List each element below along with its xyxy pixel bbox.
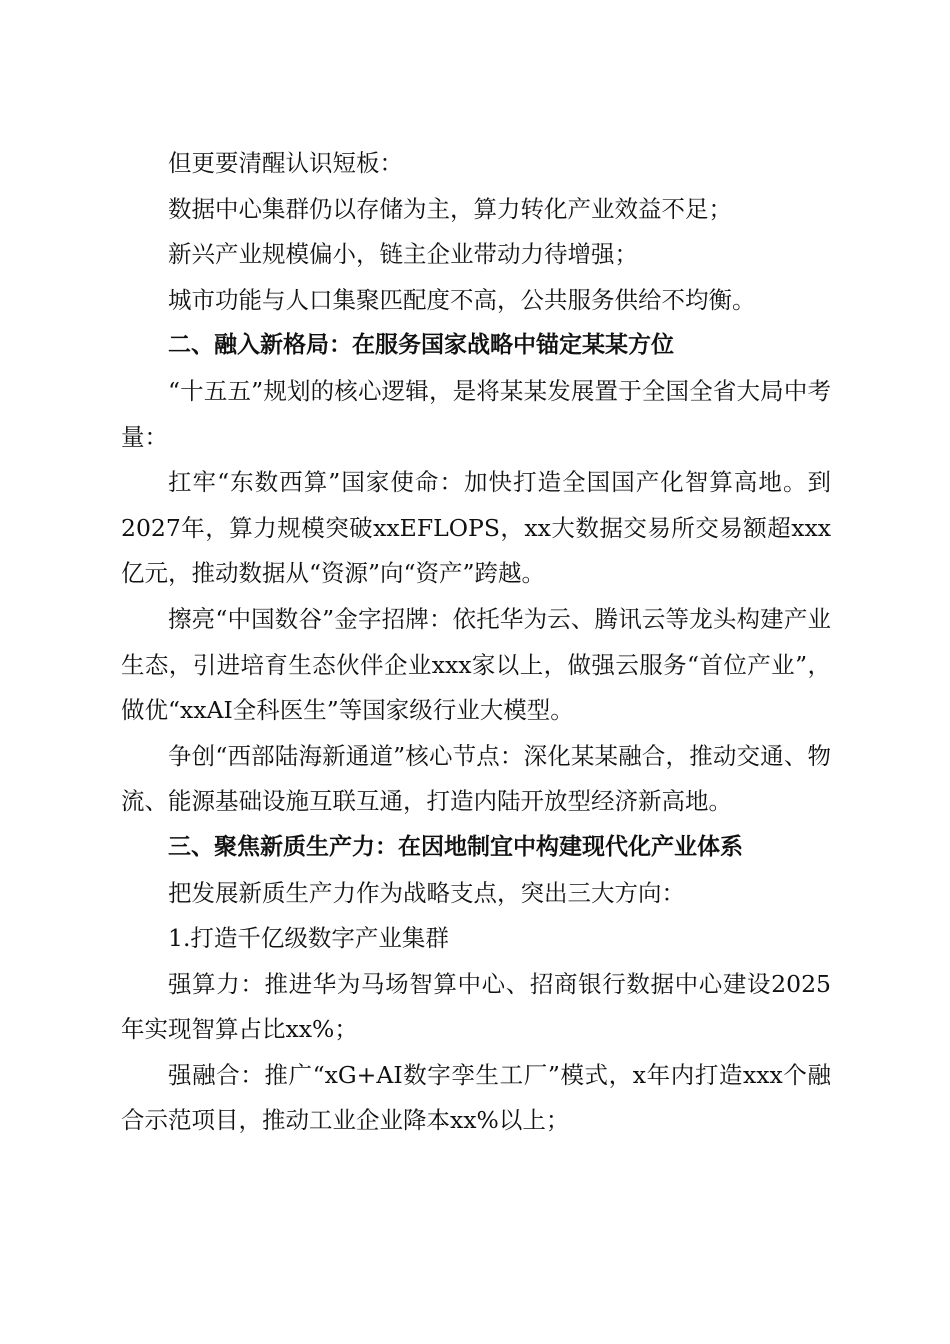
paragraph-city-function: 城市功能与人口集聚匹配度不高，公共服务供给不均衡。 xyxy=(168,285,756,314)
paragraph-east-data-west-compute: 扛牢“东数西算”国家使命：加快打造全国国产化智算高地。到2027年，算力规模突破xxEFLOPS，xx大数据交易所交易额超xxx亿元，推动数据从“资源”向“资产”跨越。 xyxy=(121,468,831,588)
section-heading-2: 二、融入新格局：在服务国家战略中锚定某某方位 xyxy=(168,332,674,359)
paragraph-data-center: 数据中心集群仍以存储为主，算力转化产业效益不足； xyxy=(168,194,732,223)
paragraph-plan-logic: “十五五”规划的核心逻辑，是将某某发展置于全国全省大局中考量： xyxy=(121,376,831,451)
paragraph-shortcomings-intro: 但更要清醒认识短板： xyxy=(168,149,403,177)
paragraph-digital-cluster-title: 1.打造千亿级数字产业集群 xyxy=(168,924,449,953)
paragraph-integration: 强融合：推广“xG+AI数字孪生工厂”模式，x年内打造xxx个融合示范项目，推动工业企业降本xx%以上； xyxy=(121,1060,831,1135)
paragraph-china-data-valley: 擦亮“中国数谷”金字招牌：依托华为云、腾讯云等龙头构建产业生态，引进培育生态伙伴企业xxx家以上，做强云服务“首位产业”，做优“xxAI全科医生”等国家级行业大模型。 xyxy=(121,604,831,725)
paragraph-new-productivity: 把发展新质生产力作为战略支点，突出三大方向： xyxy=(168,878,685,907)
paragraph-land-sea-corridor: 争创“西部陆海新通道”核心节点：深化某某融合，推动交通、物流、能源基础设施互联互通，打造内陆开放型经济新高地。 xyxy=(121,741,831,816)
paragraph-emerging-industry: 新兴产业规模偏小，链主企业带动力待增强； xyxy=(168,240,638,269)
section-heading-3: 三、聚焦新质生产力：在因地制宜中构建现代化产业体系 xyxy=(168,833,743,860)
paragraph-computing-power: 强算力：推进华为马场智算中心、招商银行数据中心建设2025年实现智算占比xx%； xyxy=(121,969,831,1044)
document-body xyxy=(121,141,831,1144)
